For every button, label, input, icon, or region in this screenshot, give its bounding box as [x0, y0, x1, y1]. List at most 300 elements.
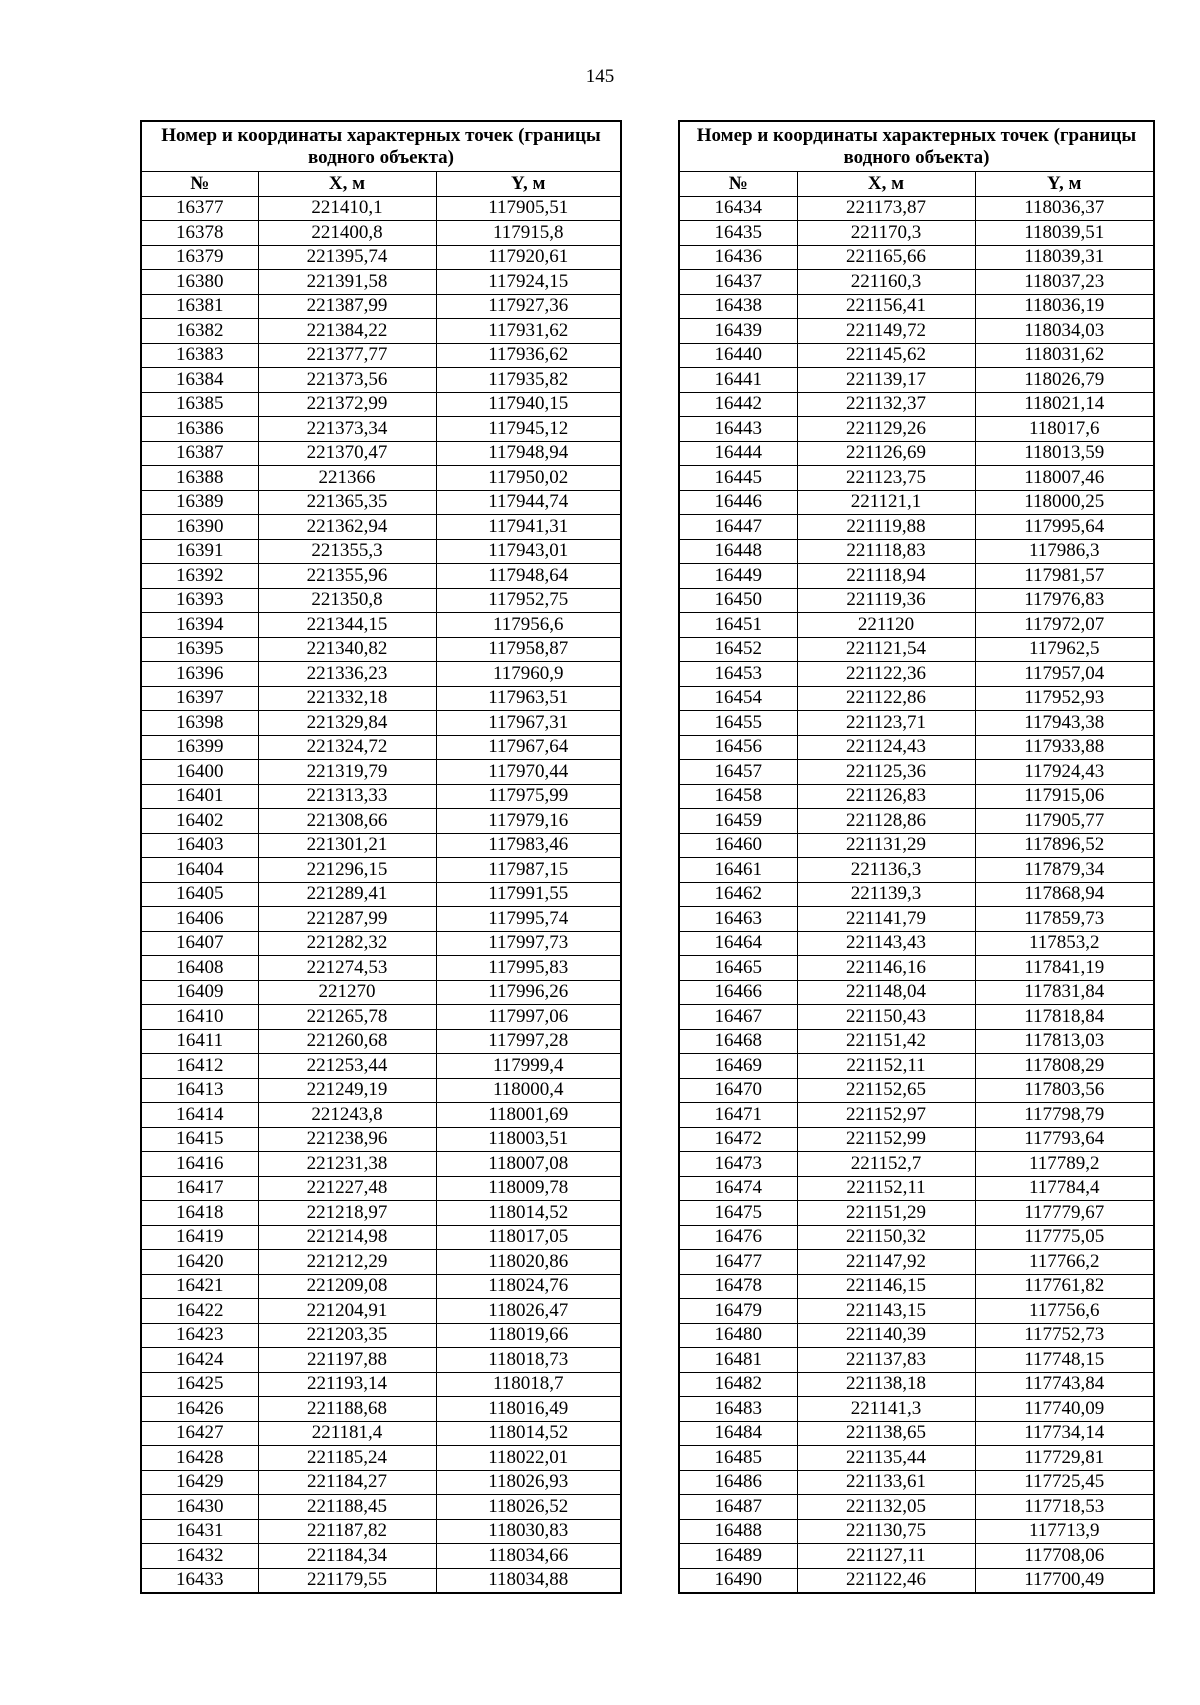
table-row: [141, 245, 621, 270]
y-coordinate: 118034,03: [975, 319, 1154, 344]
point-number: 16387: [141, 441, 258, 466]
x-coordinate: 221336,23: [258, 662, 436, 687]
y-coordinate: 117935,82: [436, 368, 621, 393]
point-number: 16393: [141, 588, 258, 613]
y-coordinate: 117793,64: [975, 1127, 1154, 1152]
point-number: 16456: [679, 735, 797, 760]
table-row: [679, 319, 1154, 344]
point-number: 16439: [679, 319, 797, 344]
table-row: [679, 368, 1154, 393]
table-row: [679, 1397, 1154, 1422]
y-coordinate: 117779,67: [975, 1201, 1154, 1226]
y-coordinate: 117936,62: [436, 343, 621, 368]
point-number: 16488: [679, 1519, 797, 1544]
y-coordinate: 117813,03: [975, 1029, 1154, 1054]
y-coordinate: 118026,47: [436, 1299, 621, 1324]
table-row: [679, 1372, 1154, 1397]
y-coordinate: 117956,6: [436, 613, 621, 638]
table-row: [679, 686, 1154, 711]
coordinates-table-right: [678, 120, 1155, 1594]
table-row: [679, 1470, 1154, 1495]
y-coordinate: 117752,73: [975, 1323, 1154, 1348]
point-number: 16401: [141, 784, 258, 809]
x-coordinate: 221249,19: [258, 1078, 436, 1103]
x-coordinate: 221212,29: [258, 1250, 436, 1275]
point-number: 16475: [679, 1201, 797, 1226]
y-coordinate: 117999,4: [436, 1054, 621, 1079]
point-number: 16417: [141, 1176, 258, 1201]
point-number: 16445: [679, 466, 797, 491]
table-row: [141, 343, 621, 368]
point-number: 16462: [679, 882, 797, 907]
point-number: 16477: [679, 1250, 797, 1275]
table-row: [141, 539, 621, 564]
table-row: [679, 1127, 1154, 1152]
point-number: 16435: [679, 221, 797, 246]
point-number: 16447: [679, 515, 797, 540]
y-coordinate: 117997,28: [436, 1029, 621, 1054]
point-number: 16399: [141, 735, 258, 760]
x-coordinate: 221203,35: [258, 1323, 436, 1348]
y-coordinate: 117784,4: [975, 1176, 1154, 1201]
table-row: [679, 784, 1154, 809]
point-number: 16394: [141, 613, 258, 638]
table-row: [679, 1176, 1154, 1201]
x-coordinate: 221119,88: [797, 515, 975, 540]
y-coordinate: 118030,83: [436, 1519, 621, 1544]
point-number: 16437: [679, 270, 797, 295]
table-row: [679, 270, 1154, 295]
table-row: [141, 1078, 621, 1103]
table-row: [679, 515, 1154, 540]
x-coordinate: 221146,15: [797, 1274, 975, 1299]
y-coordinate: 117868,94: [975, 882, 1154, 907]
x-coordinate: 221344,15: [258, 613, 436, 638]
point-number: 16380: [141, 270, 258, 295]
x-coordinate: 221296,15: [258, 858, 436, 883]
y-coordinate: 118014,52: [436, 1201, 621, 1226]
point-number: 16400: [141, 760, 258, 785]
x-coordinate: 221253,44: [258, 1054, 436, 1079]
y-coordinate: 117924,15: [436, 270, 621, 295]
point-number: 16388: [141, 466, 258, 491]
point-number: 16485: [679, 1446, 797, 1471]
x-coordinate: 221184,34: [258, 1544, 436, 1569]
x-coordinate: 221384,22: [258, 319, 436, 344]
x-coordinate: 221126,69: [797, 441, 975, 466]
table-row: [141, 1372, 621, 1397]
x-coordinate: 221152,11: [797, 1054, 975, 1079]
y-coordinate: 117948,94: [436, 441, 621, 466]
point-number: 16490: [679, 1568, 797, 1593]
y-coordinate: 117957,04: [975, 662, 1154, 687]
table-row: [141, 686, 621, 711]
point-number: 16428: [141, 1446, 258, 1471]
table-row: [141, 1323, 621, 1348]
point-number: 16414: [141, 1103, 258, 1128]
table-row: [141, 735, 621, 760]
x-coordinate: 221146,16: [797, 956, 975, 981]
x-coordinate: 221122,86: [797, 686, 975, 711]
coordinates-table-left: [140, 120, 622, 1594]
x-coordinate: 221139,17: [797, 368, 975, 393]
point-number: 16409: [141, 980, 258, 1005]
point-number: 16383: [141, 343, 258, 368]
point-number: 16385: [141, 392, 258, 417]
table-row: [141, 270, 621, 295]
table-row: [679, 1152, 1154, 1177]
point-number: 16454: [679, 686, 797, 711]
x-coordinate: 221362,94: [258, 515, 436, 540]
point-number: 16391: [141, 539, 258, 564]
y-coordinate: 117915,06: [975, 784, 1154, 809]
table-row: [141, 392, 621, 417]
x-coordinate: 221122,46: [797, 1568, 975, 1593]
table-row: [141, 1225, 621, 1250]
table-row: [679, 1299, 1154, 1324]
x-coordinate: 221125,36: [797, 760, 975, 785]
y-coordinate: 118014,52: [436, 1421, 621, 1446]
point-number: 16418: [141, 1201, 258, 1226]
x-coordinate: 221187,82: [258, 1519, 436, 1544]
x-coordinate: 221365,35: [258, 490, 436, 515]
y-coordinate: 117952,75: [436, 588, 621, 613]
table-row: [141, 1421, 621, 1446]
table-row: [141, 1054, 621, 1079]
table-row: [679, 711, 1154, 736]
y-coordinate: 117818,84: [975, 1005, 1154, 1030]
table-row: [679, 1103, 1154, 1128]
table-row: [679, 1348, 1154, 1373]
point-number: 16443: [679, 417, 797, 442]
point-number: 16479: [679, 1299, 797, 1324]
point-number: 16382: [141, 319, 258, 344]
y-coordinate: 117986,3: [975, 539, 1154, 564]
point-number: 16466: [679, 980, 797, 1005]
table-row: [679, 539, 1154, 564]
y-coordinate: 117943,38: [975, 711, 1154, 736]
point-number: 16410: [141, 1005, 258, 1030]
y-coordinate: 117789,2: [975, 1152, 1154, 1177]
x-coordinate: 221184,27: [258, 1470, 436, 1495]
table-row: [141, 882, 621, 907]
point-number: 16480: [679, 1323, 797, 1348]
y-coordinate: 117983,46: [436, 833, 621, 858]
point-number: 16407: [141, 931, 258, 956]
x-coordinate: 221165,66: [797, 245, 975, 270]
x-coordinate: 221366: [258, 466, 436, 491]
x-coordinate: 221143,15: [797, 1299, 975, 1324]
y-coordinate: 117970,44: [436, 760, 621, 785]
x-coordinate: 221148,04: [797, 980, 975, 1005]
table-row: [679, 1323, 1154, 1348]
table-row: [679, 1421, 1154, 1446]
table-row: [141, 613, 621, 638]
table-row: [679, 1225, 1154, 1250]
table-row: [679, 980, 1154, 1005]
table-row: [679, 662, 1154, 687]
point-number: 16476: [679, 1225, 797, 1250]
table-row: [679, 1274, 1154, 1299]
point-number: 16453: [679, 662, 797, 687]
y-coordinate: 118001,69: [436, 1103, 621, 1128]
table-row: [679, 343, 1154, 368]
y-coordinate: 117972,07: [975, 613, 1154, 638]
x-coordinate: 221197,88: [258, 1348, 436, 1373]
x-coordinate: 221319,79: [258, 760, 436, 785]
table-row: [679, 221, 1154, 246]
point-number: 16386: [141, 417, 258, 442]
table-row: [141, 1446, 621, 1471]
y-coordinate: 117979,16: [436, 809, 621, 834]
x-coordinate: 221132,37: [797, 392, 975, 417]
point-number: 16459: [679, 809, 797, 834]
table-caption: Номер и координаты характерных точек (границы водного объекта): [679, 121, 1154, 172]
point-number: 16416: [141, 1152, 258, 1177]
page-number: 145: [585, 66, 615, 87]
x-coordinate: 221132,05: [797, 1495, 975, 1520]
y-coordinate: 118034,88: [436, 1568, 621, 1593]
table-row: [141, 1029, 621, 1054]
point-number: 16430: [141, 1495, 258, 1520]
x-coordinate: 221140,39: [797, 1323, 975, 1348]
x-coordinate: 221287,99: [258, 907, 436, 932]
x-coordinate: 221324,72: [258, 735, 436, 760]
x-coordinate: 221370,47: [258, 441, 436, 466]
table-row: [679, 1029, 1154, 1054]
y-coordinate: 117808,29: [975, 1054, 1154, 1079]
x-coordinate: 221135,44: [797, 1446, 975, 1471]
x-coordinate: 221410,1: [258, 196, 436, 221]
table-row: [679, 588, 1154, 613]
x-coordinate: 221274,53: [258, 956, 436, 981]
table-row: [679, 1201, 1154, 1226]
point-number: 16425: [141, 1372, 258, 1397]
x-coordinate: 221179,55: [258, 1568, 436, 1593]
point-number: 16470: [679, 1078, 797, 1103]
point-number: 16441: [679, 368, 797, 393]
x-coordinate: 221127,11: [797, 1544, 975, 1569]
table-row: [141, 221, 621, 246]
y-coordinate: 117740,09: [975, 1397, 1154, 1422]
table-row: [679, 490, 1154, 515]
y-coordinate: 117729,81: [975, 1446, 1154, 1471]
y-coordinate: 118020,86: [436, 1250, 621, 1275]
y-coordinate: 117943,01: [436, 539, 621, 564]
y-coordinate: 117841,19: [975, 956, 1154, 981]
point-number: 16484: [679, 1421, 797, 1446]
point-number: 16433: [141, 1568, 258, 1593]
x-coordinate: 221188,45: [258, 1495, 436, 1520]
x-coordinate: 221395,74: [258, 245, 436, 270]
table-row: [679, 907, 1154, 932]
point-number: 16434: [679, 196, 797, 221]
x-coordinate: 221152,65: [797, 1078, 975, 1103]
table-row: [141, 417, 621, 442]
table-row: [141, 760, 621, 785]
y-coordinate: 117766,2: [975, 1250, 1154, 1275]
y-coordinate: 117920,61: [436, 245, 621, 270]
table-row: [141, 858, 621, 883]
table-row: [141, 1127, 621, 1152]
y-coordinate: 117931,62: [436, 319, 621, 344]
x-coordinate: 221387,99: [258, 294, 436, 319]
table-row: [679, 245, 1154, 270]
point-number: 16395: [141, 637, 258, 662]
y-coordinate: 117708,06: [975, 1544, 1154, 1569]
y-coordinate: 117975,99: [436, 784, 621, 809]
y-coordinate: 117803,56: [975, 1078, 1154, 1103]
point-number: 16411: [141, 1029, 258, 1054]
x-coordinate: 221152,11: [797, 1176, 975, 1201]
table-row: [141, 196, 621, 221]
x-coordinate: 221355,96: [258, 564, 436, 589]
y-coordinate: 117967,31: [436, 711, 621, 736]
x-coordinate: 221152,7: [797, 1152, 975, 1177]
point-number: 16460: [679, 833, 797, 858]
point-number: 16420: [141, 1250, 258, 1275]
y-coordinate: 117958,87: [436, 637, 621, 662]
point-number: 16473: [679, 1152, 797, 1177]
y-coordinate: 117976,83: [975, 588, 1154, 613]
y-coordinate: 118016,49: [436, 1397, 621, 1422]
y-coordinate: 117981,57: [975, 564, 1154, 589]
table-row: [141, 662, 621, 687]
point-number: 16452: [679, 637, 797, 662]
x-coordinate: 221209,08: [258, 1274, 436, 1299]
y-coordinate: 117967,64: [436, 735, 621, 760]
x-coordinate: 221193,14: [258, 1372, 436, 1397]
y-coordinate: 117924,43: [975, 760, 1154, 785]
table-row: [141, 588, 621, 613]
x-coordinate: 221373,56: [258, 368, 436, 393]
table-row: [679, 931, 1154, 956]
point-number: 16431: [141, 1519, 258, 1544]
table-row: [679, 417, 1154, 442]
point-number: 16412: [141, 1054, 258, 1079]
col-header-y: Y, м: [975, 172, 1154, 197]
x-coordinate: 221227,48: [258, 1176, 436, 1201]
y-coordinate: 118024,76: [436, 1274, 621, 1299]
table-row: [679, 1519, 1154, 1544]
point-number: 16465: [679, 956, 797, 981]
x-coordinate: 221170,3: [797, 221, 975, 246]
point-number: 16403: [141, 833, 258, 858]
x-coordinate: 221391,58: [258, 270, 436, 295]
x-coordinate: 221126,83: [797, 784, 975, 809]
point-number: 16449: [679, 564, 797, 589]
y-coordinate: 117700,49: [975, 1568, 1154, 1593]
y-coordinate: 117960,9: [436, 662, 621, 687]
x-coordinate: 221340,82: [258, 637, 436, 662]
x-coordinate: 221329,84: [258, 711, 436, 736]
y-coordinate: 117995,74: [436, 907, 621, 932]
point-number: 16397: [141, 686, 258, 711]
col-header-x: X, м: [797, 172, 975, 197]
table-row: [679, 1054, 1154, 1079]
y-coordinate: 118007,08: [436, 1152, 621, 1177]
table-row: [141, 956, 621, 981]
point-number: 16461: [679, 858, 797, 883]
x-coordinate: 221123,75: [797, 466, 975, 491]
table-row: [141, 809, 621, 834]
table-row: [679, 1495, 1154, 1520]
x-coordinate: 221137,83: [797, 1348, 975, 1373]
point-number: 16458: [679, 784, 797, 809]
table-row: [141, 907, 621, 932]
x-coordinate: 221151,29: [797, 1201, 975, 1226]
x-coordinate: 221332,18: [258, 686, 436, 711]
table-row: [141, 1519, 621, 1544]
y-coordinate: 118026,93: [436, 1470, 621, 1495]
point-number: 16448: [679, 539, 797, 564]
point-number: 16436: [679, 245, 797, 270]
y-coordinate: 118026,52: [436, 1495, 621, 1520]
y-coordinate: 118022,01: [436, 1446, 621, 1471]
point-number: 16390: [141, 515, 258, 540]
x-coordinate: 221238,96: [258, 1127, 436, 1152]
y-coordinate: 117743,84: [975, 1372, 1154, 1397]
point-number: 16392: [141, 564, 258, 589]
y-coordinate: 117997,73: [436, 931, 621, 956]
x-coordinate: 221152,97: [797, 1103, 975, 1128]
point-number: 16450: [679, 588, 797, 613]
y-coordinate: 118018,7: [436, 1372, 621, 1397]
x-coordinate: 221130,75: [797, 1519, 975, 1544]
point-number: 16486: [679, 1470, 797, 1495]
y-coordinate: 117927,36: [436, 294, 621, 319]
y-coordinate: 117997,06: [436, 1005, 621, 1030]
y-coordinate: 118003,51: [436, 1127, 621, 1152]
y-coordinate: 117905,77: [975, 809, 1154, 834]
y-coordinate: 117996,26: [436, 980, 621, 1005]
y-coordinate: 117718,53: [975, 1495, 1154, 1520]
y-coordinate: 118031,62: [975, 343, 1154, 368]
x-coordinate: 221214,98: [258, 1225, 436, 1250]
point-number: 16413: [141, 1078, 258, 1103]
table-row: [679, 441, 1154, 466]
y-coordinate: 117725,45: [975, 1470, 1154, 1495]
table-row: [679, 809, 1154, 834]
point-number: 16406: [141, 907, 258, 932]
y-coordinate: 117944,74: [436, 490, 621, 515]
x-coordinate: 221173,87: [797, 196, 975, 221]
x-coordinate: 221150,32: [797, 1225, 975, 1250]
y-coordinate: 117962,5: [975, 637, 1154, 662]
table-row: [141, 515, 621, 540]
y-coordinate: 118009,78: [436, 1176, 621, 1201]
point-number: 16419: [141, 1225, 258, 1250]
y-coordinate: 117987,15: [436, 858, 621, 883]
y-coordinate: 117859,73: [975, 907, 1154, 932]
point-number: 16379: [141, 245, 258, 270]
point-number: 16378: [141, 221, 258, 246]
x-coordinate: 221128,86: [797, 809, 975, 834]
point-number: 16482: [679, 1372, 797, 1397]
x-coordinate: 221141,79: [797, 907, 975, 932]
table-row: [141, 490, 621, 515]
col-header-x: X, м: [258, 172, 436, 197]
x-coordinate: 221301,21: [258, 833, 436, 858]
point-number: 16402: [141, 809, 258, 834]
col-header-number: №: [679, 172, 797, 197]
point-number: 16389: [141, 490, 258, 515]
y-coordinate: 118039,51: [975, 221, 1154, 246]
table-row: [679, 956, 1154, 981]
point-number: 16451: [679, 613, 797, 638]
table-row: [141, 441, 621, 466]
x-coordinate: 221400,8: [258, 221, 436, 246]
